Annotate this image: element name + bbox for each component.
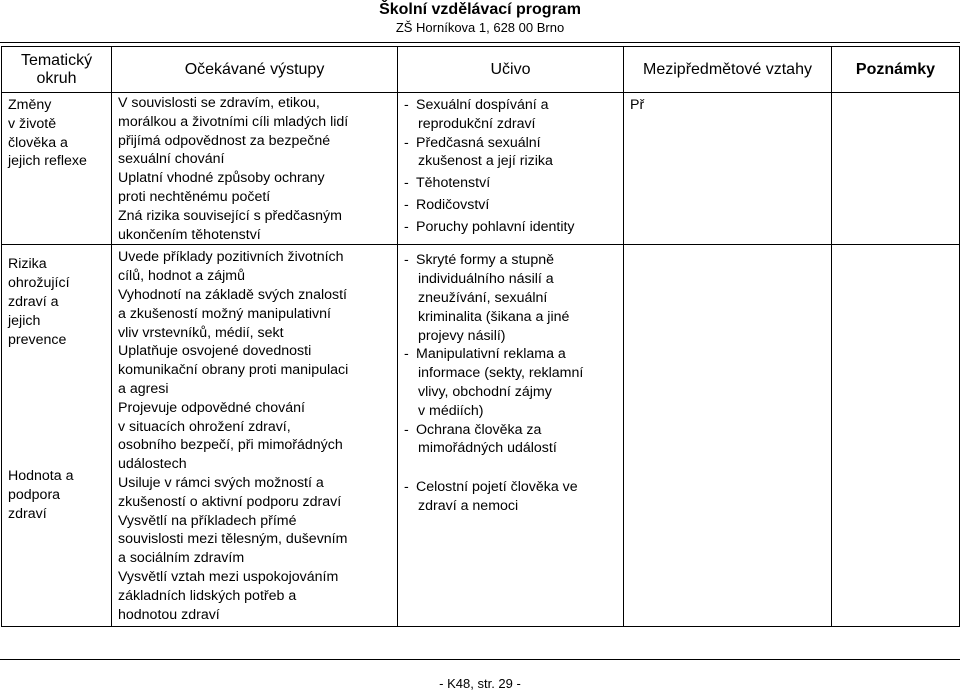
- header-outputs: Očekávané výstupy: [112, 47, 398, 93]
- content-cell: [398, 93, 624, 245]
- topic-line: Rizika: [8, 256, 47, 273]
- output-line: Vysvětlí na příkladech přímé: [118, 512, 297, 529]
- output-line: vliv vrstevníků, médií, sekt: [118, 324, 284, 341]
- topic-line: zdraví: [8, 505, 47, 522]
- output-line: cílů, hodnot a zájmů: [118, 268, 245, 285]
- content-item: - Ochrana člověka za: [404, 421, 542, 438]
- output-line: ukončením těhotenství: [118, 226, 261, 243]
- curriculum-table: [1, 46, 960, 627]
- content-item-continuation: kriminalita (šikana a jiné: [418, 308, 570, 325]
- output-line: zkušeností o aktivní podporu zdraví: [118, 493, 342, 510]
- table-row: [2, 93, 960, 245]
- content-spacer: [404, 458, 619, 478]
- output-line: událostech: [118, 456, 187, 473]
- output-line: Uplatňuje osvojené dovednosti: [118, 343, 312, 360]
- school-address: ZŠ Horníkova 1, 628 00 Brno: [395, 20, 565, 35]
- output-line: Vyhodnotí na základě svých znalostí: [118, 286, 347, 303]
- output-line: sexuální chování: [118, 151, 225, 168]
- output-line: Zná rizika související s předčasným: [118, 207, 342, 224]
- content-item-continuation: individuálního násilí a: [418, 271, 554, 288]
- content-item-continuation: mimořádných událostí: [418, 440, 557, 457]
- output-line: a sociálním zdravím: [118, 550, 245, 567]
- outputs-cell: [112, 245, 398, 627]
- topic-line: podpora: [8, 487, 61, 504]
- header-content: Učivo: [398, 47, 624, 93]
- topic-line: člověka a: [8, 134, 68, 151]
- content-item-continuation: projevy násilí): [418, 327, 506, 344]
- output-line: proti nechtěnému početí: [118, 188, 271, 205]
- notes-cell: [832, 245, 960, 627]
- content-item-continuation: informace (sekty, reklamní: [418, 365, 584, 382]
- topic-line: Změny: [8, 97, 52, 113]
- output-line: Usiluje v rámci svých možností a: [118, 474, 324, 491]
- output-line: osobního bezpečí, při mimořádných: [118, 437, 343, 454]
- header-topic: Tematický okruh: [2, 47, 112, 93]
- footer-rule: [0, 659, 960, 660]
- topic-line: jejich reflexe: [8, 153, 87, 170]
- topic-line: ohrožující: [8, 275, 70, 292]
- header-notes: Poznámky: [832, 47, 960, 93]
- notes-cell: [832, 93, 960, 245]
- output-line: Uvede příklady pozitivních životních: [118, 249, 344, 266]
- program-title: Školní vzdělávací program: [379, 1, 581, 18]
- cross-subject-cell: [624, 245, 832, 627]
- content-item-continuation: zdraví a nemoci: [418, 497, 519, 514]
- output-line: Projevuje odpovědné chování: [118, 399, 305, 416]
- output-line: Vysvětlí vztah mezi uspokojováním: [118, 568, 339, 585]
- output-line: přijímá odpovědnost za bezpečné: [118, 132, 331, 149]
- content-item: - Celostní pojetí člověka ve: [404, 479, 578, 496]
- topic-spacer: [8, 349, 107, 467]
- output-line: Uplatní vhodné způsoby ochrany: [118, 170, 325, 187]
- output-line: komunikační obrany proti manipulaci: [118, 362, 349, 379]
- output-line: souvislosti mezi tělesným, duševním: [118, 531, 348, 548]
- output-line: a agresi: [118, 380, 169, 397]
- content-item-continuation: vlivy, obchodní zájmy: [418, 383, 552, 400]
- header-cross-subject: Mezipředmětové vztahy: [624, 47, 832, 93]
- topic-line: Hodnota a: [8, 468, 74, 485]
- content-item-continuation: reprodukční zdraví: [418, 115, 536, 132]
- table-row: [2, 245, 960, 627]
- content-item-continuation: zkušenost a její rizika: [418, 153, 553, 170]
- content-cell: [398, 245, 624, 627]
- content-item: - Sexuální dospívání a: [404, 97, 549, 113]
- topic-line: prevence: [8, 331, 67, 348]
- topic-line: jejich: [8, 312, 41, 329]
- content-item-continuation: zneužívání, sexuální: [418, 289, 548, 306]
- output-line: hodnotou zdraví: [118, 606, 220, 623]
- content-item: - Skryté formy a stupně: [404, 252, 554, 269]
- topic-cell: [2, 245, 112, 627]
- page-number: - K48, str. 29 -: [439, 676, 521, 691]
- topic-line: zdraví a: [8, 293, 59, 310]
- output-line: morálkou a životními cíli mladých lidí: [118, 113, 349, 130]
- cross-subject-cell: Př: [624, 93, 832, 245]
- topic-line: v životě: [8, 115, 57, 132]
- content-item: - Předčasná sexuální: [404, 134, 541, 151]
- content-item: - Poruchy pohlavní identity: [404, 218, 575, 235]
- header-rule: [0, 42, 960, 43]
- content-item: - Rodičovství: [404, 196, 490, 213]
- output-line: V souvislosti se zdravím, etikou,: [118, 95, 320, 111]
- content-item: - Těhotenství: [404, 175, 491, 192]
- output-line: základních lidských potřeb a: [118, 587, 297, 604]
- topic-cell: [2, 93, 112, 245]
- outputs-cell: [112, 93, 398, 245]
- content-item-continuation: v médiích): [418, 402, 484, 419]
- output-line: a zkušeností možný manipulativní: [118, 305, 331, 322]
- output-line: v situacích ohrožení zdraví,: [118, 418, 291, 435]
- content-item: - Manipulativní reklama a: [404, 346, 566, 363]
